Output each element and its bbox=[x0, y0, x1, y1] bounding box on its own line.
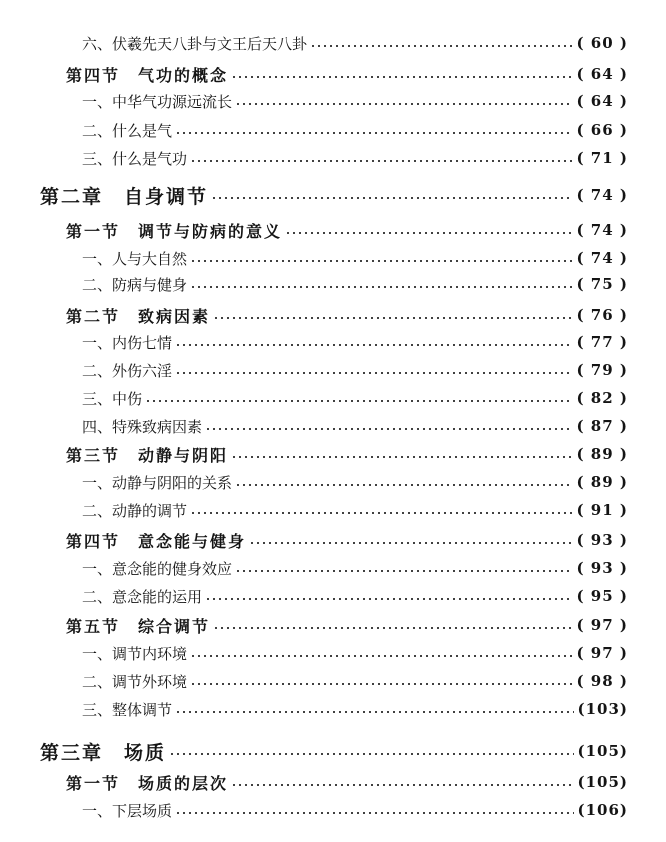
dot-leader bbox=[190, 260, 573, 262]
dot-leader bbox=[175, 711, 574, 713]
toc-entry-title: 二、动静的调节 bbox=[82, 501, 188, 520]
toc-page-number: ( 98 ) bbox=[576, 672, 628, 690]
toc-section-entry bbox=[66, 527, 628, 553]
dot-leader bbox=[235, 484, 573, 486]
toc-entry-title: 三、中伤 bbox=[82, 389, 143, 408]
toc-entry-title: 二、防病与健身 bbox=[82, 275, 188, 294]
toc-entry-title: 一、内伤七情 bbox=[82, 333, 173, 352]
toc-page-number: ( 60 ) bbox=[576, 34, 628, 52]
toc-page-number: ( 77 ) bbox=[576, 333, 628, 351]
toc-entry bbox=[82, 413, 628, 439]
toc-page-number: ( 74 ) bbox=[576, 186, 628, 204]
toc-page-number: ( 91 ) bbox=[576, 501, 628, 519]
toc-page-number: ( 87 ) bbox=[576, 417, 628, 435]
toc-entry bbox=[82, 88, 628, 114]
toc-entry-title: 第三章 场质 bbox=[40, 741, 167, 764]
toc-page-number: (106) bbox=[577, 801, 628, 819]
dot-leader bbox=[175, 344, 573, 346]
toc-page-number: ( 79 ) bbox=[576, 361, 628, 379]
dot-leader bbox=[235, 570, 573, 572]
toc-section-entry bbox=[66, 612, 628, 638]
dot-leader bbox=[190, 160, 573, 162]
toc-entry-title: 二、什么是气 bbox=[82, 121, 173, 140]
dot-leader bbox=[175, 812, 574, 814]
toc-entry-title: 第一节 调节与防病的意义 bbox=[66, 221, 283, 241]
toc-entry-title: 一、调节内环境 bbox=[82, 644, 188, 663]
toc-page-number: ( 95 ) bbox=[576, 587, 628, 605]
toc-entry bbox=[82, 357, 628, 383]
toc-entry-title: 第二节 致病因素 bbox=[66, 306, 211, 326]
toc-page-number: ( 74 ) bbox=[576, 221, 628, 239]
toc-entry-title: 一、中华气功源远流长 bbox=[82, 92, 233, 111]
toc-page-number: ( 74 ) bbox=[576, 249, 628, 267]
dot-leader bbox=[211, 197, 573, 199]
dot-leader bbox=[190, 512, 573, 514]
toc-section-entry bbox=[66, 302, 628, 328]
toc-page-number: ( 89 ) bbox=[576, 473, 628, 491]
toc-entry bbox=[82, 145, 628, 171]
toc-page-number: ( 71 ) bbox=[576, 149, 628, 167]
toc-entry-title: 第四节 气功的概念 bbox=[66, 65, 229, 85]
dot-leader bbox=[310, 45, 573, 47]
toc-entry-title: 六、伏羲先天八卦与文王后天八卦 bbox=[82, 34, 308, 53]
toc-entry bbox=[82, 30, 628, 56]
toc-entry bbox=[82, 497, 628, 523]
dot-leader bbox=[205, 598, 573, 600]
dot-leader bbox=[231, 456, 573, 458]
toc-entry-title: 四、特殊致病因素 bbox=[82, 417, 203, 436]
toc-page-number: ( 97 ) bbox=[576, 616, 628, 634]
toc-page-number: ( 89 ) bbox=[576, 445, 628, 463]
toc-entry-title: 一、下层场质 bbox=[82, 801, 173, 820]
toc-page-number: (103) bbox=[577, 700, 628, 718]
toc-page-number: (105) bbox=[577, 742, 628, 760]
toc-entry-title: 二、意念能的运用 bbox=[82, 587, 203, 606]
toc-entry-title: 第三节 动静与阴阳 bbox=[66, 445, 229, 465]
toc-page-number: ( 97 ) bbox=[576, 644, 628, 662]
toc-entry bbox=[82, 329, 628, 355]
toc-entry-title: 三、什么是气功 bbox=[82, 149, 188, 168]
toc-entry bbox=[82, 245, 628, 271]
dot-leader bbox=[169, 753, 574, 755]
toc-entry bbox=[82, 668, 628, 694]
toc-entry bbox=[82, 469, 628, 495]
toc-page-number: ( 82 ) bbox=[576, 389, 628, 407]
toc-entry bbox=[82, 640, 628, 666]
toc-section-entry bbox=[66, 61, 628, 87]
dot-leader bbox=[231, 784, 574, 786]
dot-leader bbox=[205, 428, 573, 430]
toc-section-entry bbox=[66, 441, 628, 467]
toc-chapter-entry bbox=[40, 182, 628, 208]
dot-leader bbox=[213, 627, 573, 629]
toc-entry bbox=[82, 271, 628, 297]
toc-page-number: ( 76 ) bbox=[576, 306, 628, 324]
dot-leader bbox=[249, 542, 573, 544]
toc-entry-title: 第一节 场质的层次 bbox=[66, 773, 229, 793]
dot-leader bbox=[175, 132, 573, 134]
toc-page-number: ( 93 ) bbox=[576, 559, 628, 577]
dot-leader bbox=[235, 103, 573, 105]
toc-entry bbox=[82, 385, 628, 411]
dot-leader bbox=[190, 286, 573, 288]
toc-entry-title: 第五节 综合调节 bbox=[66, 616, 211, 636]
toc-entry bbox=[82, 696, 628, 722]
toc-entry-title: 三、整体调节 bbox=[82, 700, 173, 719]
toc-entry bbox=[82, 583, 628, 609]
toc-entry-title: 二、调节外环境 bbox=[82, 672, 188, 691]
toc-entry-title: 二、外伤六淫 bbox=[82, 361, 173, 380]
toc-entry-title: 第二章 自身调节 bbox=[40, 185, 209, 208]
toc-entry bbox=[82, 117, 628, 143]
toc-page-number: ( 93 ) bbox=[576, 531, 628, 549]
toc-page-number: (105) bbox=[577, 773, 628, 791]
toc-entry-title: 一、人与大自然 bbox=[82, 249, 188, 268]
dot-leader bbox=[285, 232, 573, 234]
dot-leader bbox=[190, 655, 573, 657]
toc-page-number: ( 66 ) bbox=[576, 121, 628, 139]
toc-section-entry bbox=[66, 769, 628, 795]
toc-entry-title: 一、动静与阴阳的关系 bbox=[82, 473, 233, 492]
toc-page-number: ( 75 ) bbox=[576, 275, 628, 293]
dot-leader bbox=[190, 683, 573, 685]
toc-page-number: ( 64 ) bbox=[576, 92, 628, 110]
toc-entry bbox=[82, 797, 628, 823]
toc-entry-title: 一、意念能的健身效应 bbox=[82, 559, 233, 578]
toc-section-entry bbox=[66, 217, 628, 243]
dot-leader bbox=[175, 372, 573, 374]
dot-leader bbox=[231, 76, 573, 78]
dot-leader bbox=[145, 400, 573, 402]
toc-entry-title: 第四节 意念能与健身 bbox=[66, 531, 247, 551]
toc-chapter-entry bbox=[40, 738, 628, 764]
dot-leader bbox=[213, 317, 573, 319]
toc-page-number: ( 64 ) bbox=[576, 65, 628, 83]
toc-entry bbox=[82, 555, 628, 581]
